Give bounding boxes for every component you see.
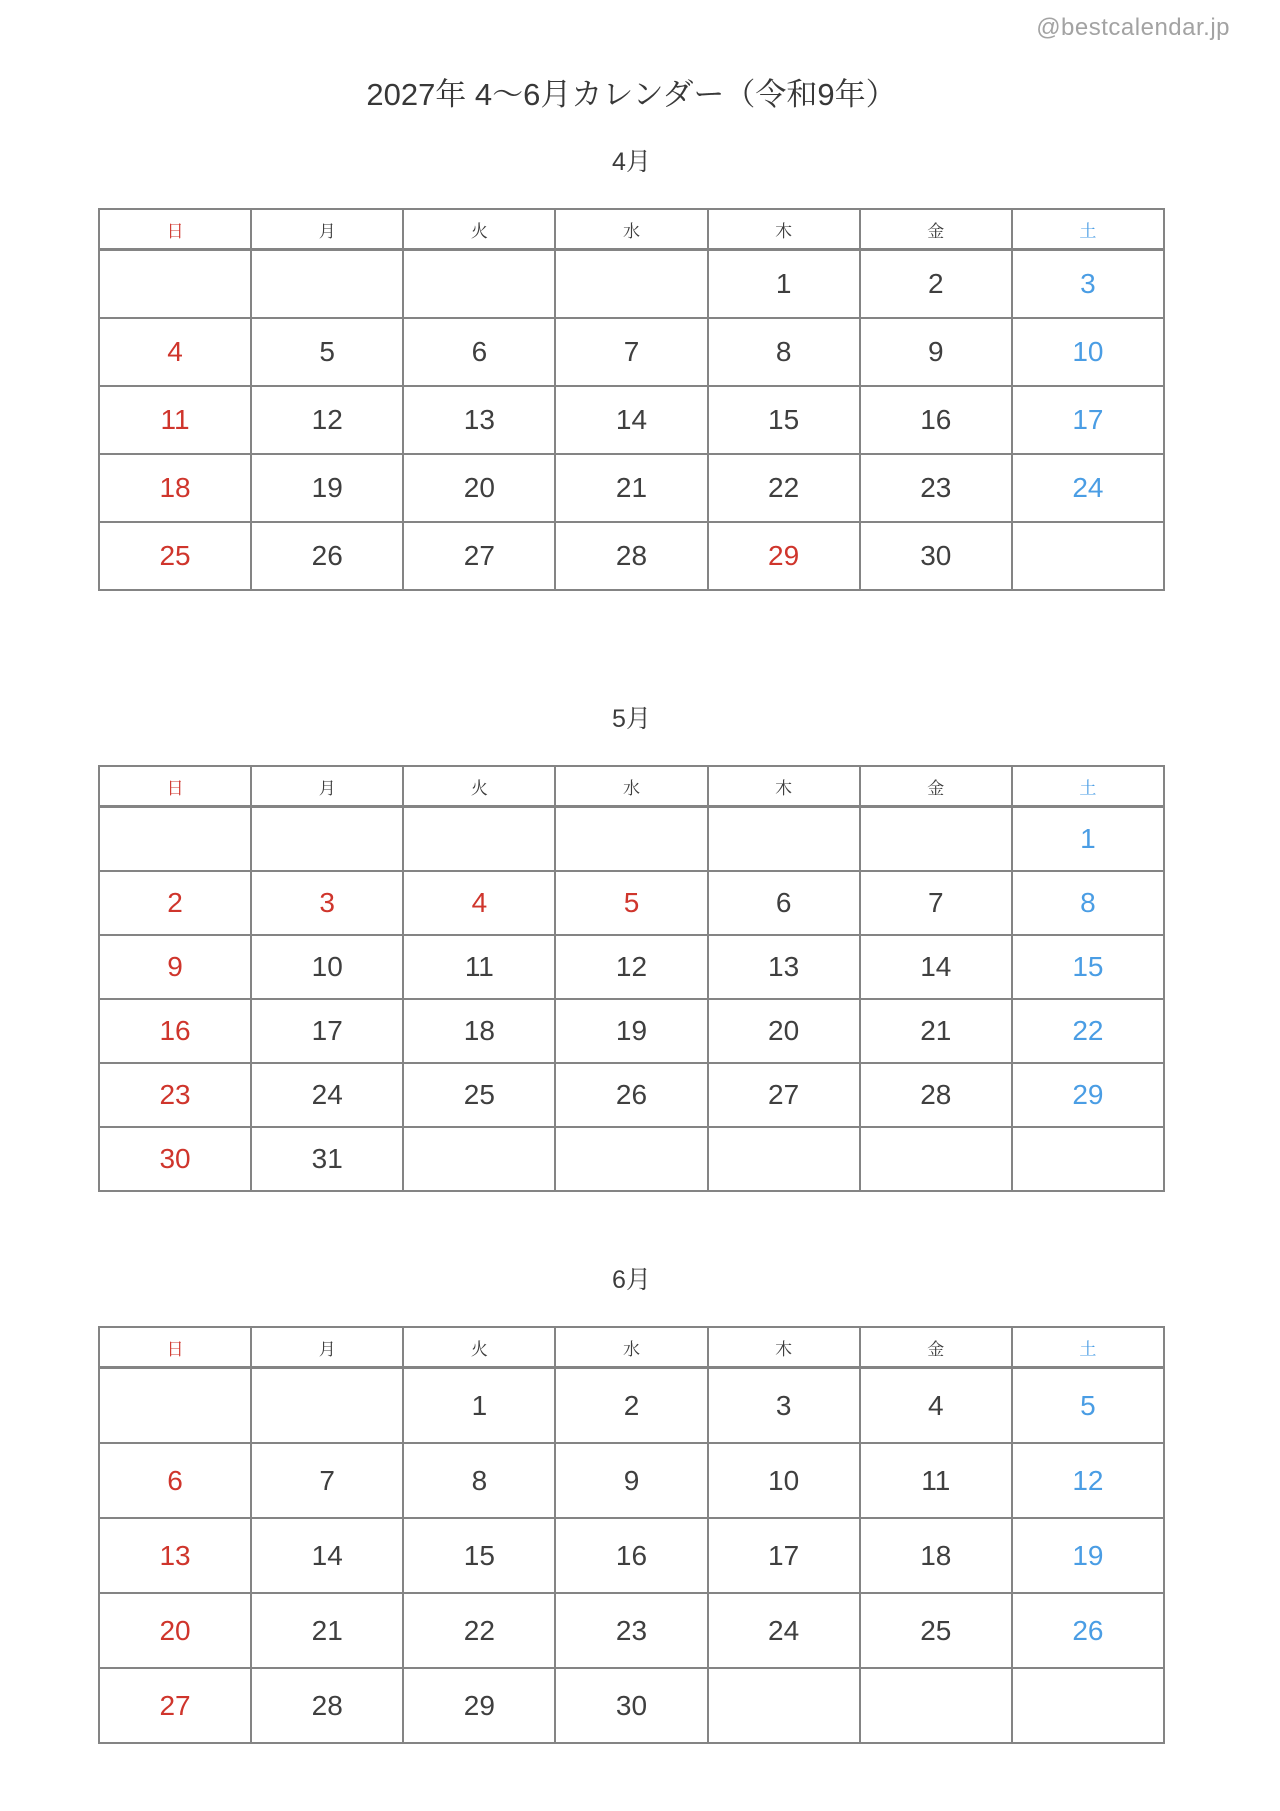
weekday-header-cell: 日 [99, 209, 251, 250]
empty-cell [251, 1368, 403, 1444]
month-section [98, 146, 1165, 591]
day-cell: 26 [251, 522, 403, 590]
empty-cell [251, 250, 403, 319]
week-row [99, 807, 1164, 872]
weekday-header-cell: 水 [555, 209, 707, 250]
day-cell: 12 [555, 935, 707, 999]
day-cell: 23 [860, 454, 1012, 522]
day-cell: 24 [708, 1593, 860, 1668]
weekday-header-cell: 日 [99, 1327, 251, 1368]
empty-cell [1012, 522, 1164, 590]
day-cell: 24 [1012, 454, 1164, 522]
month-section [98, 1264, 1165, 1744]
day-cell: 11 [403, 935, 555, 999]
day-cell: 2 [555, 1368, 707, 1444]
day-cell: 14 [251, 1518, 403, 1593]
week-row [99, 1593, 1164, 1668]
week-row [99, 522, 1164, 590]
day-cell: 7 [251, 1443, 403, 1518]
day-cell: 31 [251, 1127, 403, 1191]
day-cell: 23 [555, 1593, 707, 1668]
weekday-header-cell: 水 [555, 766, 707, 807]
week-row [99, 250, 1164, 319]
weekday-header-row [99, 209, 1164, 250]
day-cell: 20 [99, 1593, 251, 1668]
day-cell: 26 [555, 1063, 707, 1127]
day-cell: 3 [708, 1368, 860, 1444]
weekday-header-cell: 金 [860, 209, 1012, 250]
weekday-header-cell: 金 [860, 766, 1012, 807]
weekday-header-row [99, 766, 1164, 807]
day-cell: 26 [1012, 1593, 1164, 1668]
day-cell: 3 [1012, 250, 1164, 319]
month-section [98, 703, 1165, 1192]
day-cell: 23 [99, 1063, 251, 1127]
day-cell: 13 [99, 1518, 251, 1593]
empty-cell [708, 1127, 860, 1191]
day-cell: 21 [251, 1593, 403, 1668]
day-cell: 16 [555, 1518, 707, 1593]
empty-cell [860, 807, 1012, 872]
day-cell: 6 [403, 318, 555, 386]
day-cell: 5 [1012, 1368, 1164, 1444]
calendar-table [98, 765, 1165, 1192]
day-cell: 27 [403, 522, 555, 590]
month-label: 5月 [612, 705, 651, 733]
empty-cell [403, 1127, 555, 1191]
day-cell: 29 [708, 522, 860, 590]
weekday-header-cell: 日 [99, 766, 251, 807]
day-cell: 1 [708, 250, 860, 319]
day-cell: 17 [1012, 386, 1164, 454]
day-cell: 15 [1012, 935, 1164, 999]
watermark: @bestcalendar.jp [1036, 14, 1230, 41]
day-cell: 21 [860, 999, 1012, 1063]
day-cell: 9 [860, 318, 1012, 386]
month-label: 4月 [612, 148, 651, 176]
day-cell: 5 [555, 871, 707, 935]
day-cell: 1 [403, 1368, 555, 1444]
weekday-header-cell: 月 [251, 209, 403, 250]
calendar-table [98, 1326, 1165, 1744]
day-cell: 8 [1012, 871, 1164, 935]
page-title: 2027年 4〜6月カレンダー（令和9年） [366, 77, 897, 112]
day-cell: 9 [555, 1443, 707, 1518]
empty-cell [708, 807, 860, 872]
day-cell: 29 [1012, 1063, 1164, 1127]
weekday-header-cell: 土 [1012, 766, 1164, 807]
day-cell: 8 [403, 1443, 555, 1518]
day-cell: 27 [708, 1063, 860, 1127]
week-row [99, 386, 1164, 454]
day-cell: 18 [860, 1518, 1012, 1593]
day-cell: 21 [555, 454, 707, 522]
day-cell: 10 [251, 935, 403, 999]
empty-cell [555, 250, 707, 319]
week-row [99, 871, 1164, 935]
day-cell: 16 [99, 999, 251, 1063]
empty-cell [860, 1668, 1012, 1743]
day-cell: 22 [708, 454, 860, 522]
day-cell: 18 [403, 999, 555, 1063]
day-cell: 3 [251, 871, 403, 935]
day-cell: 25 [99, 522, 251, 590]
day-cell: 1 [1012, 807, 1164, 872]
day-cell: 30 [555, 1668, 707, 1743]
week-row [99, 935, 1164, 999]
day-cell: 24 [251, 1063, 403, 1127]
day-cell: 4 [403, 871, 555, 935]
weekday-header-cell: 水 [555, 1327, 707, 1368]
day-cell: 9 [99, 935, 251, 999]
day-cell: 28 [860, 1063, 1012, 1127]
week-row [99, 1443, 1164, 1518]
empty-cell [1012, 1127, 1164, 1191]
day-cell: 19 [555, 999, 707, 1063]
weekday-header-cell: 月 [251, 766, 403, 807]
day-cell: 19 [1012, 1518, 1164, 1593]
content-area [98, 78, 1165, 1744]
day-cell: 27 [99, 1668, 251, 1743]
weekday-header-cell: 火 [403, 209, 555, 250]
day-cell: 10 [1012, 318, 1164, 386]
day-cell: 22 [403, 1593, 555, 1668]
day-cell: 14 [860, 935, 1012, 999]
empty-cell [708, 1668, 860, 1743]
weekday-header-cell: 金 [860, 1327, 1012, 1368]
empty-cell [403, 807, 555, 872]
day-cell: 4 [860, 1368, 1012, 1444]
day-cell: 18 [99, 454, 251, 522]
weekday-header-cell: 木 [708, 209, 860, 250]
day-cell: 6 [99, 1443, 251, 1518]
week-row [99, 1127, 1164, 1191]
weekday-header-cell: 火 [403, 766, 555, 807]
empty-cell [99, 250, 251, 319]
day-cell: 12 [1012, 1443, 1164, 1518]
day-cell: 17 [251, 999, 403, 1063]
empty-cell [1012, 1668, 1164, 1743]
weekday-header-cell: 木 [708, 766, 860, 807]
day-cell: 2 [99, 871, 251, 935]
month-label: 6月 [612, 1266, 651, 1294]
weekday-header-cell: 月 [251, 1327, 403, 1368]
empty-cell [555, 1127, 707, 1191]
day-cell: 20 [403, 454, 555, 522]
day-cell: 12 [251, 386, 403, 454]
day-cell: 17 [708, 1518, 860, 1593]
months-container [98, 146, 1165, 1744]
week-row [99, 318, 1164, 386]
day-cell: 8 [708, 318, 860, 386]
day-cell: 11 [860, 1443, 1012, 1518]
day-cell: 25 [860, 1593, 1012, 1668]
day-cell: 14 [555, 386, 707, 454]
week-row [99, 1668, 1164, 1743]
weekday-header-row [99, 1327, 1164, 1368]
empty-cell [555, 807, 707, 872]
empty-cell [99, 1368, 251, 1444]
day-cell: 7 [860, 871, 1012, 935]
empty-cell [99, 807, 251, 872]
day-cell: 30 [860, 522, 1012, 590]
weekday-header-cell: 木 [708, 1327, 860, 1368]
week-row [99, 1368, 1164, 1444]
empty-cell [251, 807, 403, 872]
day-cell: 11 [99, 386, 251, 454]
day-cell: 28 [251, 1668, 403, 1743]
week-row [99, 454, 1164, 522]
day-cell: 25 [403, 1063, 555, 1127]
day-cell: 28 [555, 522, 707, 590]
weekday-header-cell: 火 [403, 1327, 555, 1368]
day-cell: 15 [708, 386, 860, 454]
week-row [99, 1518, 1164, 1593]
day-cell: 22 [1012, 999, 1164, 1063]
calendar-table [98, 208, 1165, 591]
empty-cell [403, 250, 555, 319]
day-cell: 16 [860, 386, 1012, 454]
day-cell: 4 [99, 318, 251, 386]
day-cell: 20 [708, 999, 860, 1063]
week-row [99, 1063, 1164, 1127]
day-cell: 13 [708, 935, 860, 999]
day-cell: 19 [251, 454, 403, 522]
day-cell: 6 [708, 871, 860, 935]
day-cell: 7 [555, 318, 707, 386]
day-cell: 13 [403, 386, 555, 454]
week-row [99, 999, 1164, 1063]
day-cell: 30 [99, 1127, 251, 1191]
day-cell: 2 [860, 250, 1012, 319]
day-cell: 29 [403, 1668, 555, 1743]
day-cell: 5 [251, 318, 403, 386]
weekday-header-cell: 土 [1012, 209, 1164, 250]
weekday-header-cell: 土 [1012, 1327, 1164, 1368]
empty-cell [860, 1127, 1012, 1191]
day-cell: 15 [403, 1518, 555, 1593]
day-cell: 10 [708, 1443, 860, 1518]
